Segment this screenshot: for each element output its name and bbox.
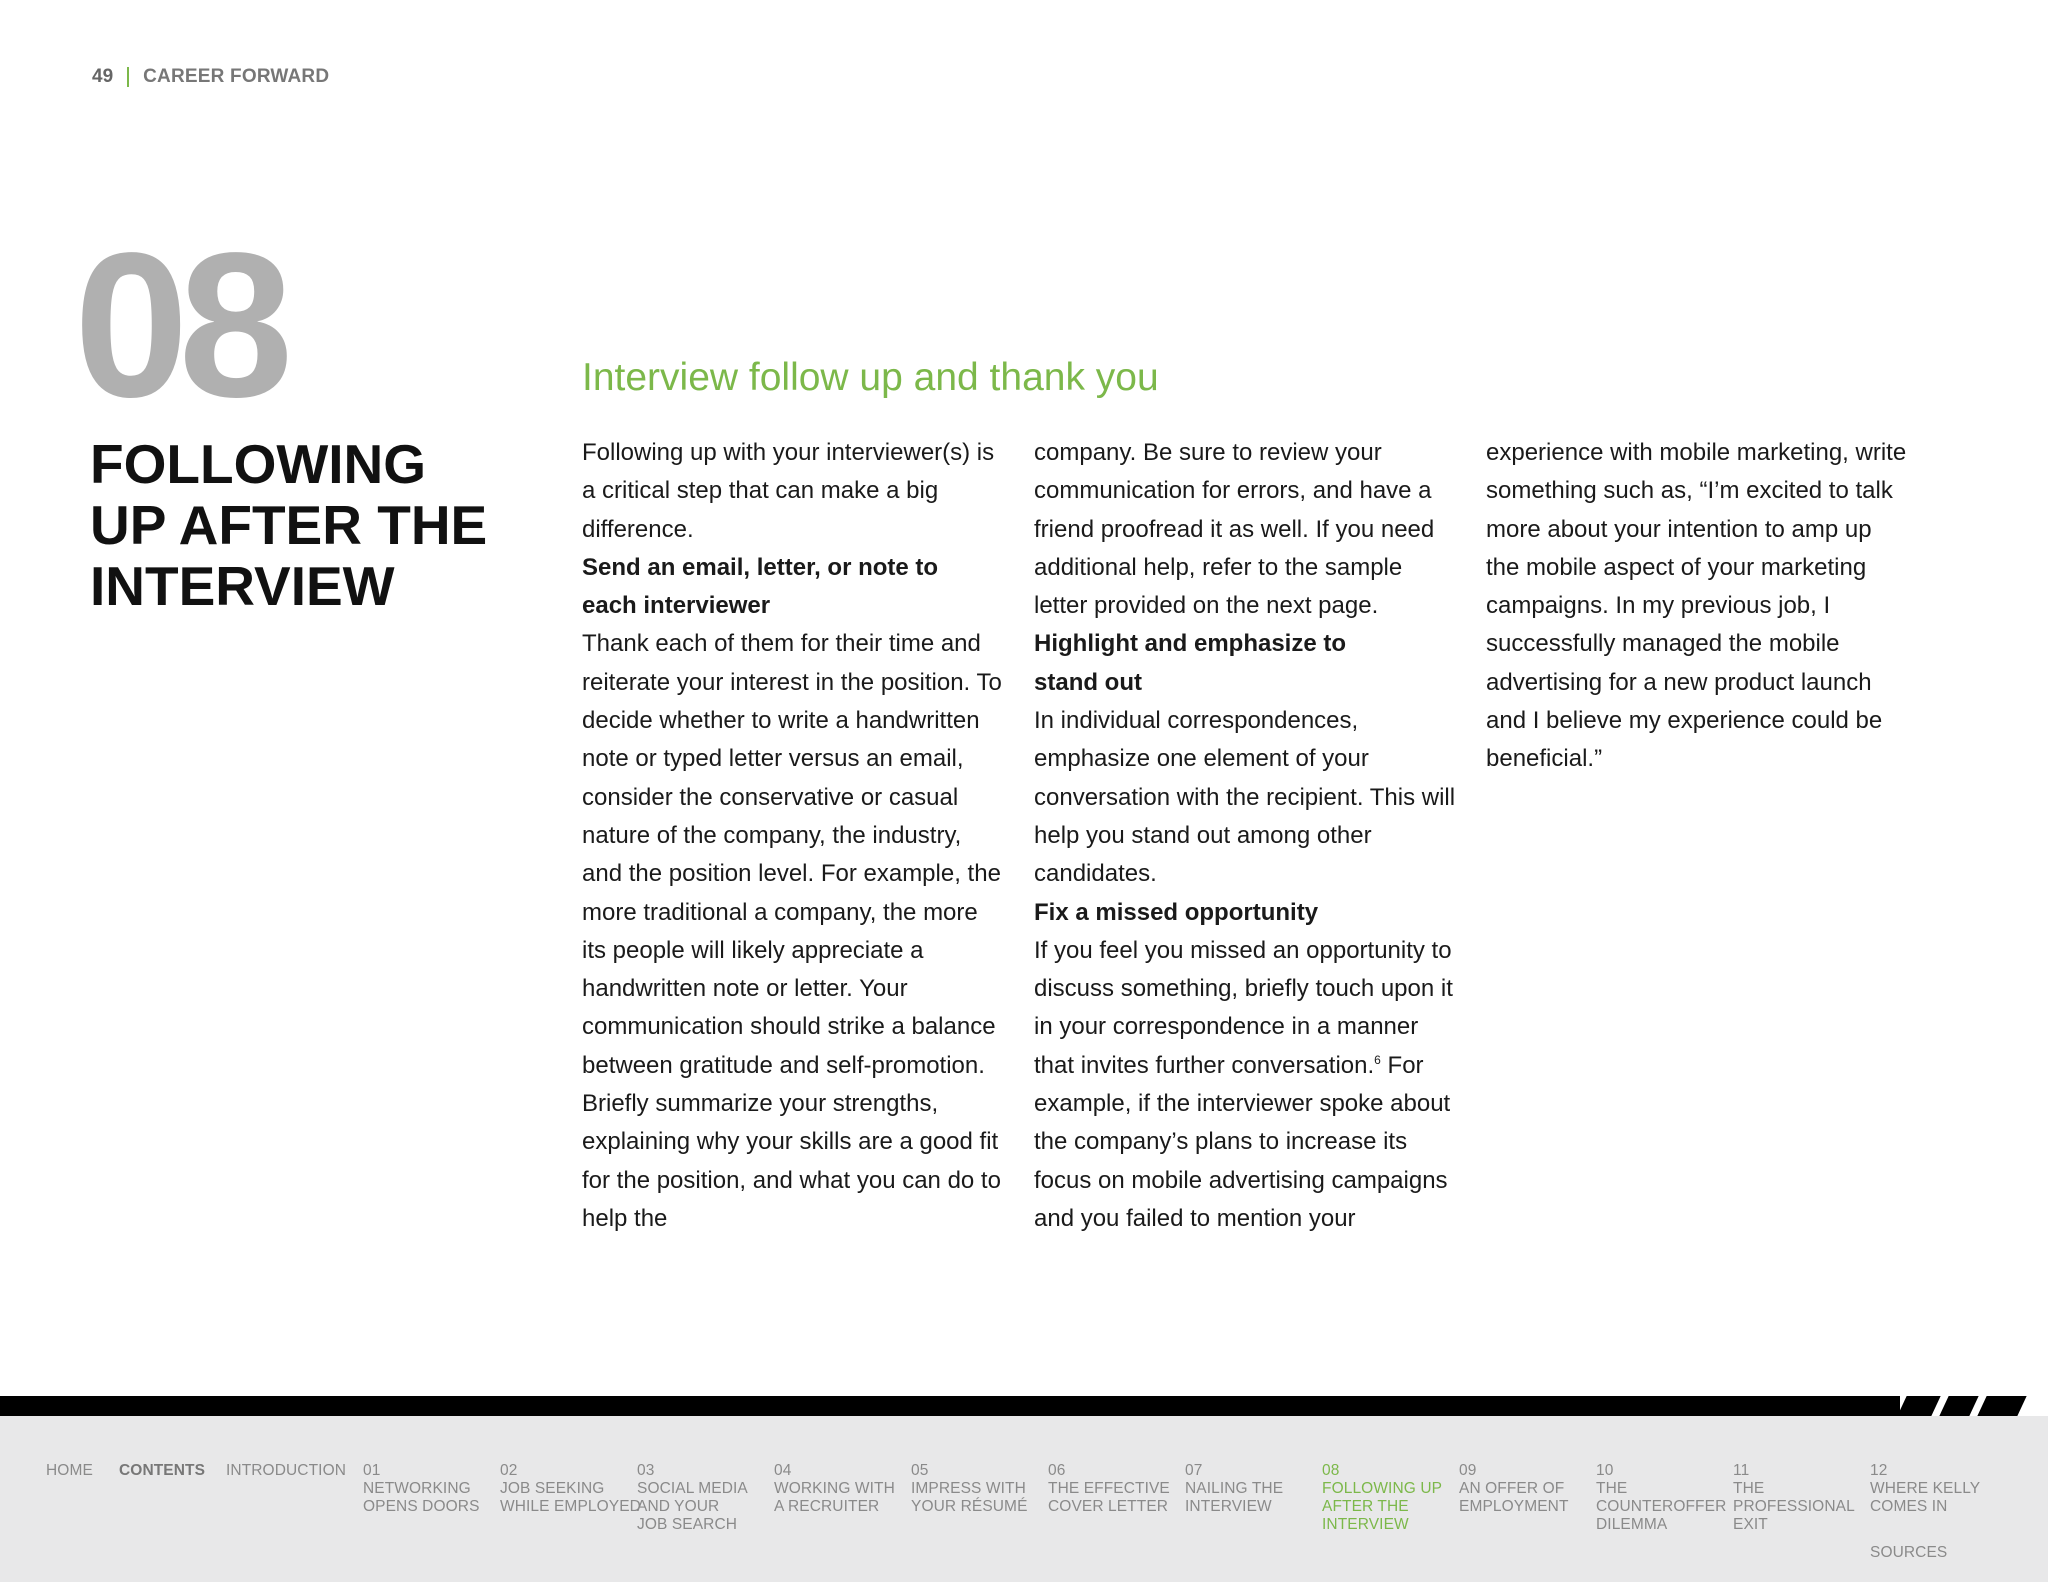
nav-home[interactable]: HOME [46,1462,93,1479]
body-column-1 [582,434,1007,1238]
nav-chapter-number: 04 [774,1462,792,1479]
chapter-title-line: INTERVIEW [90,555,395,617]
chapter-title-line: FOLLOWING [90,433,427,495]
subhead-send-note [582,549,1007,626]
nav-chapter-label: INTERVIEW [1322,1516,1409,1533]
intro-paragraph: Following up with your interviewer(s) is a critical step that can make a big difference. [582,439,995,543]
nav-chapter-label: EXIT [1733,1516,1768,1533]
nav-chapter-number: 01 [363,1462,381,1479]
paragraph-text: For example, if the interviewer spoke about the company’s plans to increase its focus on mobile advertising campaigns and you failed to mention your [1034,1051,1451,1232]
nav-chapter-label: COVER LETTER [1048,1498,1169,1515]
nav-chapter-number: 02 [500,1462,518,1479]
nav-chapter-number: 08 [1322,1462,1340,1479]
nav-chapter-label: IMPRESS WITH [911,1480,1026,1497]
nav-chapter-number: 10 [1596,1462,1614,1479]
divider-slash [1939,1396,1978,1416]
subhead-line: stand out [1034,668,1142,696]
nav-chapter-05[interactable] [911,1462,1028,1516]
subhead-line: Send an email, letter, or note to [582,553,939,581]
divider-slash [1897,1396,1940,1416]
chapter-title [90,434,530,617]
nav-chapter-label: THE [1733,1480,1765,1497]
footer-divider-bar [0,1396,1900,1416]
nav-chapter-label: JOB SEEKING [500,1480,605,1497]
subhead-line: Highlight and emphasize to [1034,630,1347,658]
nav-chapter-02[interactable] [500,1462,641,1516]
body-column-2 [1034,434,1459,1238]
nav-chapter-number: 07 [1185,1462,1203,1479]
nav-chapter-label: AND YOUR [637,1498,720,1515]
header-divider [127,67,129,87]
divider-slash [1977,1396,2026,1416]
publication-title: CAREER FORWARD [143,66,330,87]
nav-sources[interactable]: SOURCES [1870,1544,1948,1561]
paragraph-text: If you feel you missed an opportunity to discuss something, briefly touch upon it in your correspondence in a manner that invites further conversation. [1034,936,1453,1079]
chapter-number: 08 [74,210,284,440]
nav-chapter-number: 03 [637,1462,655,1479]
chapter-title-line: UP AFTER THE [90,494,488,556]
subhead-line: each interviewer [582,592,771,620]
nav-chapter-label: DILEMMA [1596,1516,1668,1533]
paragraph-emphasize: In individual correspondences, emphasize one element of your conversation with the recipient. This will help you stand out among other candidates. [1034,707,1456,888]
nav-introduction[interactable]: INTRODUCTION [226,1462,347,1479]
nav-chapter-10[interactable] [1596,1462,1726,1534]
nav-chapter-09[interactable] [1459,1462,1569,1516]
nav-chapter-03[interactable] [637,1462,748,1534]
paragraph-missed-opportunity [1034,932,1459,1238]
subhead-missed-opportunity: Fix a missed opportunity [1034,898,1319,926]
nav-chapter-label: COUNTEROFFER [1596,1498,1727,1515]
nav-chapter-label: FOLLOWING UP [1322,1480,1443,1497]
paragraph-review: company. Be sure to review your communication for errors, and have a friend proofread it as well. If you need additional help, refer to the sample letter provided on the next page. [1034,439,1435,620]
body-column-3 [1486,434,1911,779]
nav-chapter-number: 11 [1733,1462,1750,1479]
nav-chapter-01[interactable] [363,1462,480,1516]
nav-chapter-label: THE EFFECTIVE [1048,1480,1170,1497]
nav-chapter-04[interactable] [774,1462,895,1516]
nav-chapter-07[interactable] [1185,1462,1283,1516]
nav-chapter-08-current[interactable] [1322,1462,1442,1534]
nav-chapter-label: NETWORKING [363,1480,471,1497]
nav-chapter-number: 09 [1459,1462,1477,1479]
nav-chapter-label: WORKING WITH [774,1480,895,1497]
nav-chapter-06[interactable] [1048,1462,1170,1516]
nav-chapter-label: SOCIAL MEDIA [637,1480,748,1497]
subhead-highlight [1034,625,1459,702]
nav-chapter-label: WHILE EMPLOYED [500,1498,641,1515]
nav-chapter-number: 06 [1048,1462,1066,1479]
nav-chapter-label: COMES IN [1870,1498,1948,1515]
nav-chapter-label: OPENS DOORS [363,1498,480,1515]
nav-chapter-label: NAILING THE [1185,1480,1284,1497]
nav-chapter-label: A RECRUITER [774,1498,880,1515]
nav-chapter-label: AN OFFER OF [1459,1480,1565,1497]
page-number: 49 [92,66,114,87]
nav-chapter-label: WHERE KELLY [1870,1480,1981,1497]
nav-chapter-number: 05 [911,1462,929,1479]
paragraph-thank-each: Thank each of them for their time and reiterate your interest in the position. To decide whether to write a handwritten note or typed letter versus an email, consider the conservative or casual nature of the company, the industry, and the position level. For example, the more traditional a company, the more its people will likely appreciate a handwritten note or letter. Your communication should strike a balance between gratitude and self-promotion. Briefly summarize your strengths, explaining why your skills are a good fit for the position, and what you can do to help the [582,630,1002,1232]
nav-chapter-label: EMPLOYMENT [1459,1498,1569,1515]
nav-chapter-label: THE [1596,1480,1628,1497]
nav-chapter-label: PROFESSIONAL [1733,1498,1855,1515]
nav-chapter-11[interactable] [1733,1462,1855,1534]
footnote-marker[interactable]: 6 [1374,1052,1381,1067]
nav-contents[interactable]: CONTENTS [119,1462,206,1479]
nav-chapter-label: AFTER THE [1322,1498,1409,1515]
nav-chapter-label: YOUR RÉSUMÉ [911,1498,1028,1515]
nav-chapter-number: 12 [1870,1462,1888,1479]
nav-chapter-label: JOB SEARCH [637,1516,738,1533]
section-heading: Interview follow up and thank you [582,356,1159,399]
nav-chapter-12[interactable] [1870,1462,1980,1516]
paragraph-example-quote: experience with mobile marketing, write something such as, “I’m excited to talk more about your intention to amp up the mobile aspect of your marketing campaigns. In my previous job, I successfully managed the mobile advertising for a new product launch and I believe my experience could be beneficial.” [1486,439,1907,773]
nav-chapter-label: INTERVIEW [1185,1498,1272,1515]
running-header [92,66,329,88]
